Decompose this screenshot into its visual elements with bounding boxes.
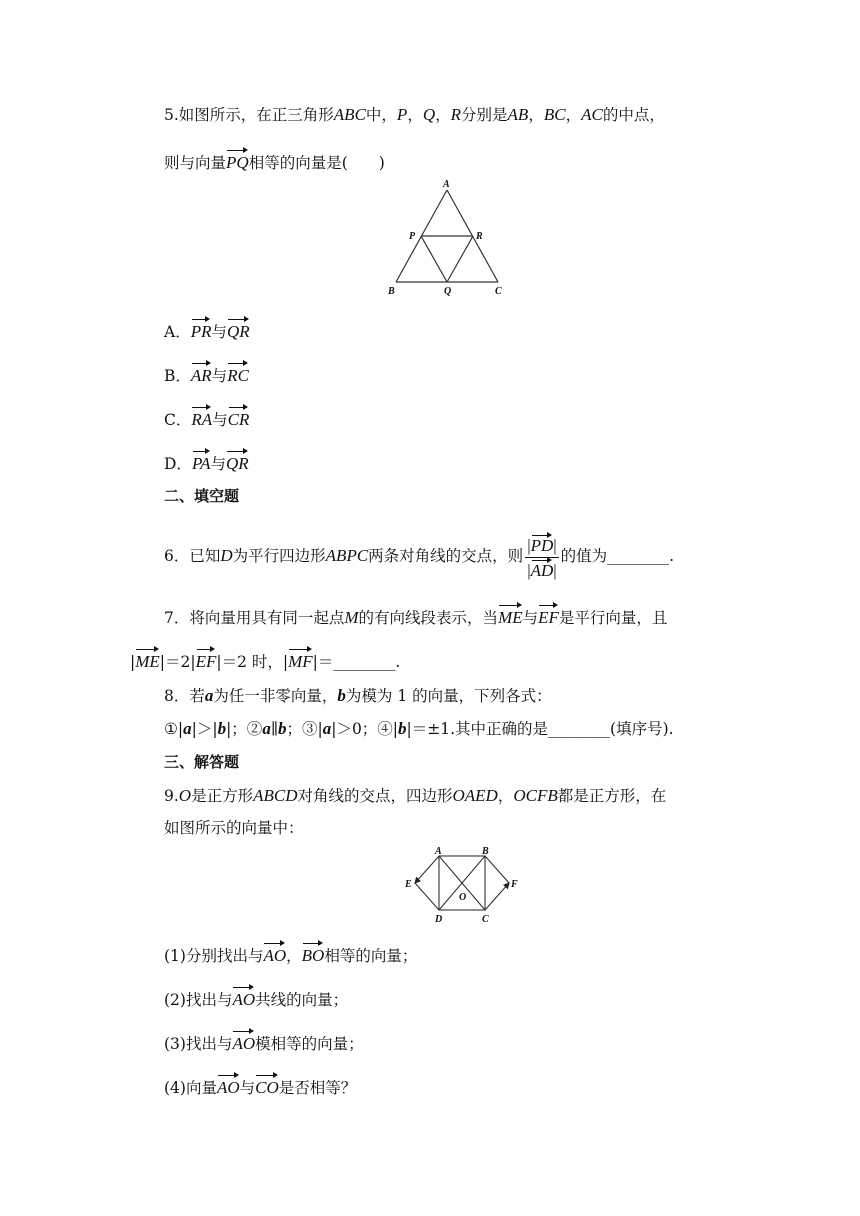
q7-line2	[130, 649, 400, 673]
vector-ef: EF	[538, 605, 559, 629]
option-letter: D．	[164, 455, 192, 473]
q6-abpc: ABPC	[325, 546, 369, 565]
vector-ao: AO	[232, 987, 255, 1011]
vector-mf: MF	[288, 649, 313, 673]
vector-me: ME	[135, 649, 160, 673]
q9-sub2	[164, 987, 348, 1011]
q8-text: ；③|	[286, 720, 323, 738]
q6-text: 的值为________.	[560, 547, 675, 565]
vector-a: a	[322, 719, 332, 738]
vector-ao: AO	[232, 1031, 255, 1055]
q9-line2: 如图所示的向量中：	[164, 819, 304, 837]
option-conj: 与	[212, 411, 228, 429]
q9-o: O	[178, 786, 192, 805]
q7-text: 的有向线段表示，当	[358, 609, 499, 627]
vector-ao: AO	[217, 1075, 240, 1099]
q5-q: Q	[422, 105, 436, 124]
q5-text: 相等的向量是( )	[248, 154, 385, 172]
label-f: F	[511, 879, 518, 890]
q9-sep: ，	[286, 947, 302, 965]
vector: QR	[227, 319, 250, 343]
q7-m: M	[344, 608, 359, 627]
q9-text: 是否相等？	[278, 1079, 357, 1097]
q9-text: (1)分别找出与	[164, 947, 264, 965]
vector-b: b	[398, 719, 407, 738]
vector: RA	[191, 407, 212, 431]
q9-line1	[164, 785, 666, 807]
vector-cf	[485, 883, 509, 910]
vector-bo: BO	[302, 943, 325, 967]
vector-me: ME	[498, 605, 523, 629]
vector-ae	[415, 856, 439, 883]
q7-text: |＝2|	[159, 653, 196, 671]
q8-text: 8．若	[164, 687, 205, 705]
q9-text: (3)找出与	[164, 1035, 233, 1053]
q5-sep: ，	[565, 106, 582, 124]
q9-text: 与	[239, 1079, 256, 1097]
q9-text: 是正方形	[191, 787, 254, 805]
vector-pq: PQ	[226, 150, 249, 174]
vector: AR	[191, 363, 212, 387]
vector-a: a	[204, 686, 214, 705]
q7-text: |＝________.	[312, 653, 401, 671]
label-a: A	[435, 846, 442, 857]
q9-text: 模相等的向量；	[255, 1035, 364, 1053]
section-heading-fill-in: 二、填空题	[164, 487, 240, 505]
option-conj: 与	[211, 323, 227, 341]
q6-text: 6．已知	[164, 547, 221, 565]
q9-abcd: ABCD	[253, 786, 298, 805]
option-d[interactable]	[164, 451, 249, 475]
q5-ab: AB	[507, 105, 529, 124]
vector-b: b	[277, 719, 287, 738]
option-b[interactable]	[164, 363, 249, 387]
q9-oaed: OAED	[452, 786, 498, 805]
q5-sep: ，	[407, 106, 423, 124]
q8-text: 为模为 1 的向量，下列各式：	[345, 687, 552, 705]
q6-fraction: $\frac{|PD|}{|AD|}$	[527, 535, 557, 580]
segment-pq	[421, 236, 447, 282]
option-letter: B．	[164, 367, 191, 385]
q8-text: |＝±1.其中正确的是________(填序号).	[406, 720, 674, 738]
vector-ao: AO	[263, 943, 286, 967]
q9-sub3	[164, 1031, 364, 1055]
q5-bc: BC	[543, 105, 566, 124]
q8-text: ∥	[270, 720, 278, 738]
label-r: R	[476, 231, 483, 242]
option-a[interactable]	[164, 319, 250, 343]
square-figure	[400, 846, 522, 926]
q5-text: 的中点，	[602, 106, 665, 124]
q5-text: 分别是	[461, 106, 508, 124]
q8-text: ①|	[164, 720, 184, 738]
q7-text: |	[130, 653, 136, 671]
q8-text: |＞0；④|	[331, 720, 399, 738]
q7-text: |＝2 时，|	[216, 653, 289, 671]
q9-ocfb: OCFB	[513, 786, 558, 805]
vector-ad: AD	[530, 560, 554, 580]
segment-rq	[447, 236, 473, 282]
q5-abc: ABC	[333, 105, 366, 124]
label-b: B	[482, 846, 489, 857]
q5-sep: ，	[528, 106, 544, 124]
vector-pd: PD	[530, 535, 554, 555]
q5-sep: ，	[435, 106, 451, 124]
segment-de	[415, 883, 439, 910]
option-c[interactable]	[164, 407, 249, 431]
vector-a: a	[262, 719, 271, 738]
option-letter: A．	[164, 323, 191, 341]
label-p: P	[409, 231, 416, 242]
q9-sub4	[164, 1075, 356, 1099]
label-c: C	[495, 286, 502, 297]
q8-text: |＞|	[191, 720, 218, 738]
triangle-figure	[380, 176, 510, 298]
q6-d: D	[220, 546, 233, 565]
q5-ac: AC	[581, 105, 603, 124]
segment-bf	[485, 856, 509, 883]
option-conj: 与	[210, 455, 227, 473]
label-o: O	[459, 892, 467, 903]
vector: PR	[191, 319, 212, 343]
q8-text: |；②	[226, 720, 263, 738]
label-d: D	[435, 914, 443, 925]
q5-text: 5.如图所示，在正三角形	[164, 106, 334, 124]
vector-ef: EF	[196, 649, 217, 673]
q6-line	[164, 533, 674, 580]
section-heading-answer: 三、解答题	[164, 753, 240, 771]
vector-b: b	[337, 686, 346, 705]
q9-text: (2)找出与	[164, 991, 233, 1009]
label-a: A	[443, 179, 450, 190]
q5-text: 则与向量	[164, 154, 227, 172]
q7-text: 是平行向量，且	[558, 609, 668, 627]
q5-line1	[164, 104, 665, 126]
q7-text: 与	[522, 609, 539, 627]
q5-text: 中，	[365, 106, 397, 124]
q9-text: 9.	[164, 787, 179, 805]
q9-sep: ，	[497, 787, 514, 805]
q9-text: 相等的向量；	[324, 947, 418, 965]
vector: CR	[228, 407, 250, 431]
option-letter: C．	[164, 411, 192, 429]
q8-line1	[164, 685, 552, 707]
vector-b: b	[217, 719, 227, 738]
q8-text: 为任一非零向量，	[213, 687, 338, 705]
vector-a: a	[183, 719, 192, 738]
vector: RC	[227, 363, 249, 387]
q9-text: 共线的向量；	[255, 991, 349, 1009]
q5-line2	[164, 150, 385, 174]
q8-line2	[164, 718, 674, 740]
q6-text: 两条对角线的交点，则	[368, 547, 524, 565]
q5-p: P	[396, 105, 408, 124]
label-e: E	[405, 879, 412, 890]
q6-text: 为平行四边形	[232, 547, 326, 565]
vector: QR	[226, 451, 249, 475]
q9-sub1	[164, 943, 417, 967]
option-conj: 与	[211, 367, 228, 385]
label-c: C	[482, 914, 489, 925]
q5-r: R	[450, 105, 462, 124]
q9-text: (4)向量	[164, 1079, 217, 1097]
q9-text: 对角线的交点，四边形	[297, 787, 453, 805]
label-q: Q	[444, 286, 452, 297]
vector-co: CO	[255, 1075, 279, 1099]
vector: PA	[192, 451, 211, 475]
label-b: B	[388, 286, 395, 297]
q9-text: 都是正方形，在	[557, 787, 667, 805]
q7-text: 7．将向量用具有同一起点	[164, 609, 345, 627]
q7-line1	[164, 605, 667, 629]
